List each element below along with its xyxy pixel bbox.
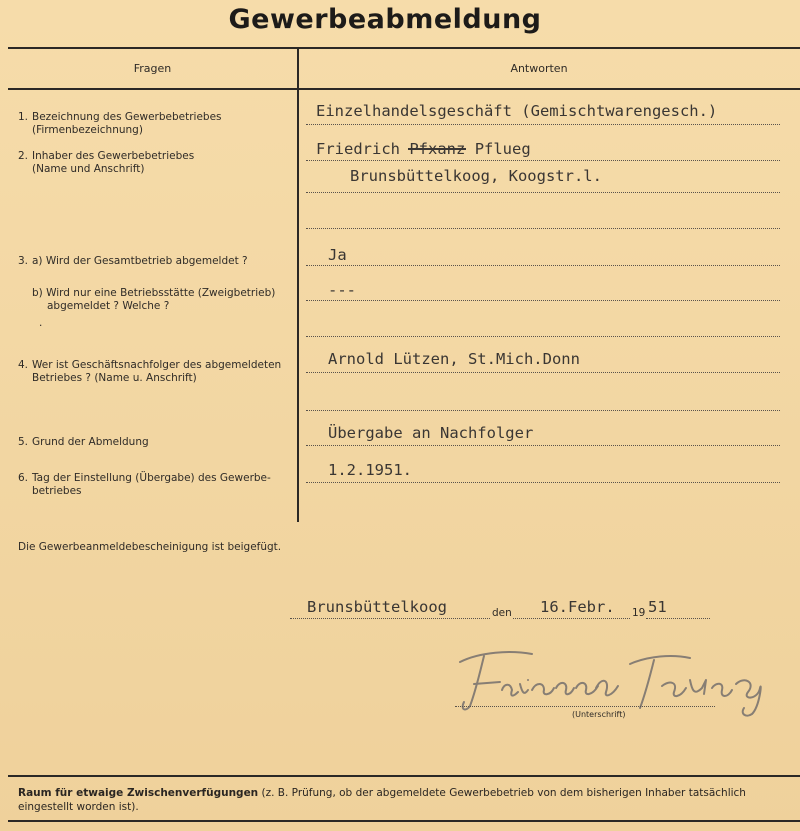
place-value: Brunsbüttelkoog <box>307 598 447 616</box>
question-4-line1: Wer ist Geschäftsnachfolger des abgemeldeten <box>32 359 282 371</box>
question-2-line2: (Name und Anschrift) <box>32 163 145 175</box>
table-header-rule <box>8 88 800 90</box>
question-5-number: 5. <box>18 436 29 448</box>
den-label: den <box>492 607 512 619</box>
question-3b-line1: b) Wird nur eine Betriebsstätte (Zweigbetrieb) <box>32 287 276 299</box>
answer-line <box>306 410 780 411</box>
question-2-line1: Inhaber des Gewerbebetriebes <box>32 150 195 162</box>
answer-line <box>306 228 780 229</box>
signature-line <box>455 706 715 707</box>
question-3b-line2: abgemeldet ? Welche ? <box>47 300 170 312</box>
question-3a <box>18 255 298 269</box>
answer-line <box>306 192 780 193</box>
question-5 <box>18 436 298 450</box>
question-4-number: 4. <box>18 359 29 371</box>
answer-line <box>306 482 780 483</box>
footer-text: (z. B. Prüfung, ob der abgemeldete Gewerbebetrieb von dem bisherigen Inhaber tatsächlich eingestellt worden ist). <box>18 787 746 813</box>
question-1 <box>18 111 298 139</box>
footer-note <box>18 786 800 814</box>
question-3-number: 3. <box>18 255 29 267</box>
question-2 <box>18 150 298 178</box>
question-6 <box>18 472 303 500</box>
answer-3b-branch: --- <box>328 281 356 299</box>
year-value: 51 <box>648 598 667 616</box>
answer-2-owner-name <box>316 140 531 158</box>
table-top-rule <box>8 47 800 49</box>
answer-2-owner-address: Brunsbüttelkoog, Koogstr.l. <box>350 167 602 185</box>
answer-line <box>306 372 780 373</box>
answer-line <box>306 300 780 301</box>
footer-bottom-rule <box>8 820 800 822</box>
footer-top-rule <box>8 775 800 777</box>
column-header-questions: Fragen <box>133 62 172 75</box>
question-6-line1: Tag der Einstellung (Übergabe) des Gewerbe- <box>32 472 271 484</box>
question-6-number: 6. <box>18 472 29 484</box>
answer-4-successor: Arnold Lützen, St.Mich.Donn <box>328 350 580 368</box>
question-1-line1: Bezeichnung des Gewerbebetriebes <box>32 111 222 123</box>
answer-line <box>306 336 780 337</box>
answer-line <box>306 265 780 266</box>
answer-5-reason: Übergabe an Nachfolger <box>328 424 534 442</box>
handwritten-signature <box>440 640 780 720</box>
answer-3a-whole-business: Ja <box>328 246 347 264</box>
question-6-line2: betriebes <box>32 485 82 497</box>
form-title: Gewerbeabmeldung <box>228 4 542 35</box>
question-4 <box>18 359 303 387</box>
question-1-number: 1. <box>18 111 29 123</box>
year-line <box>646 618 710 619</box>
date-value: 16.Febr. <box>540 598 615 616</box>
owner-last-name: Pflueg <box>474 140 531 158</box>
answer-line <box>306 124 780 125</box>
place-line <box>290 618 490 619</box>
question-2-number: 2. <box>18 150 29 162</box>
footer-bold-label: Raum für etwaige Zwischenverfügungen <box>18 787 259 799</box>
question-1-line2: (Firmenbezeichnung) <box>32 124 143 136</box>
owner-first-name: Friedrich <box>316 140 400 158</box>
owner-struck-name: Pfxanz <box>409 140 466 158</box>
question-4-line2: Betriebes ? (Name u. Anschrift) <box>32 372 197 384</box>
question-5-line1: Grund der Abmeldung <box>32 436 149 448</box>
date-line <box>513 618 630 619</box>
question-3b-bullet: · <box>39 320 43 332</box>
answer-line <box>306 445 780 446</box>
answer-line <box>306 160 780 161</box>
answer-1-business-name: Einzelhandelsgeschäft (Gemischtwarengesch.) <box>316 102 718 120</box>
year-prefix: 19 <box>632 607 646 619</box>
attachment-note: Die Gewerbeanmeldebescheinigung ist beigefügt. <box>18 541 282 553</box>
column-header-answers: Antworten <box>510 62 568 75</box>
question-3a-line1: a) Wird der Gesamtbetrieb abgemeldet ? <box>32 255 248 267</box>
signature-label: (Unterschrift) <box>572 710 626 719</box>
answer-6-date: 1.2.1951. <box>328 461 412 479</box>
